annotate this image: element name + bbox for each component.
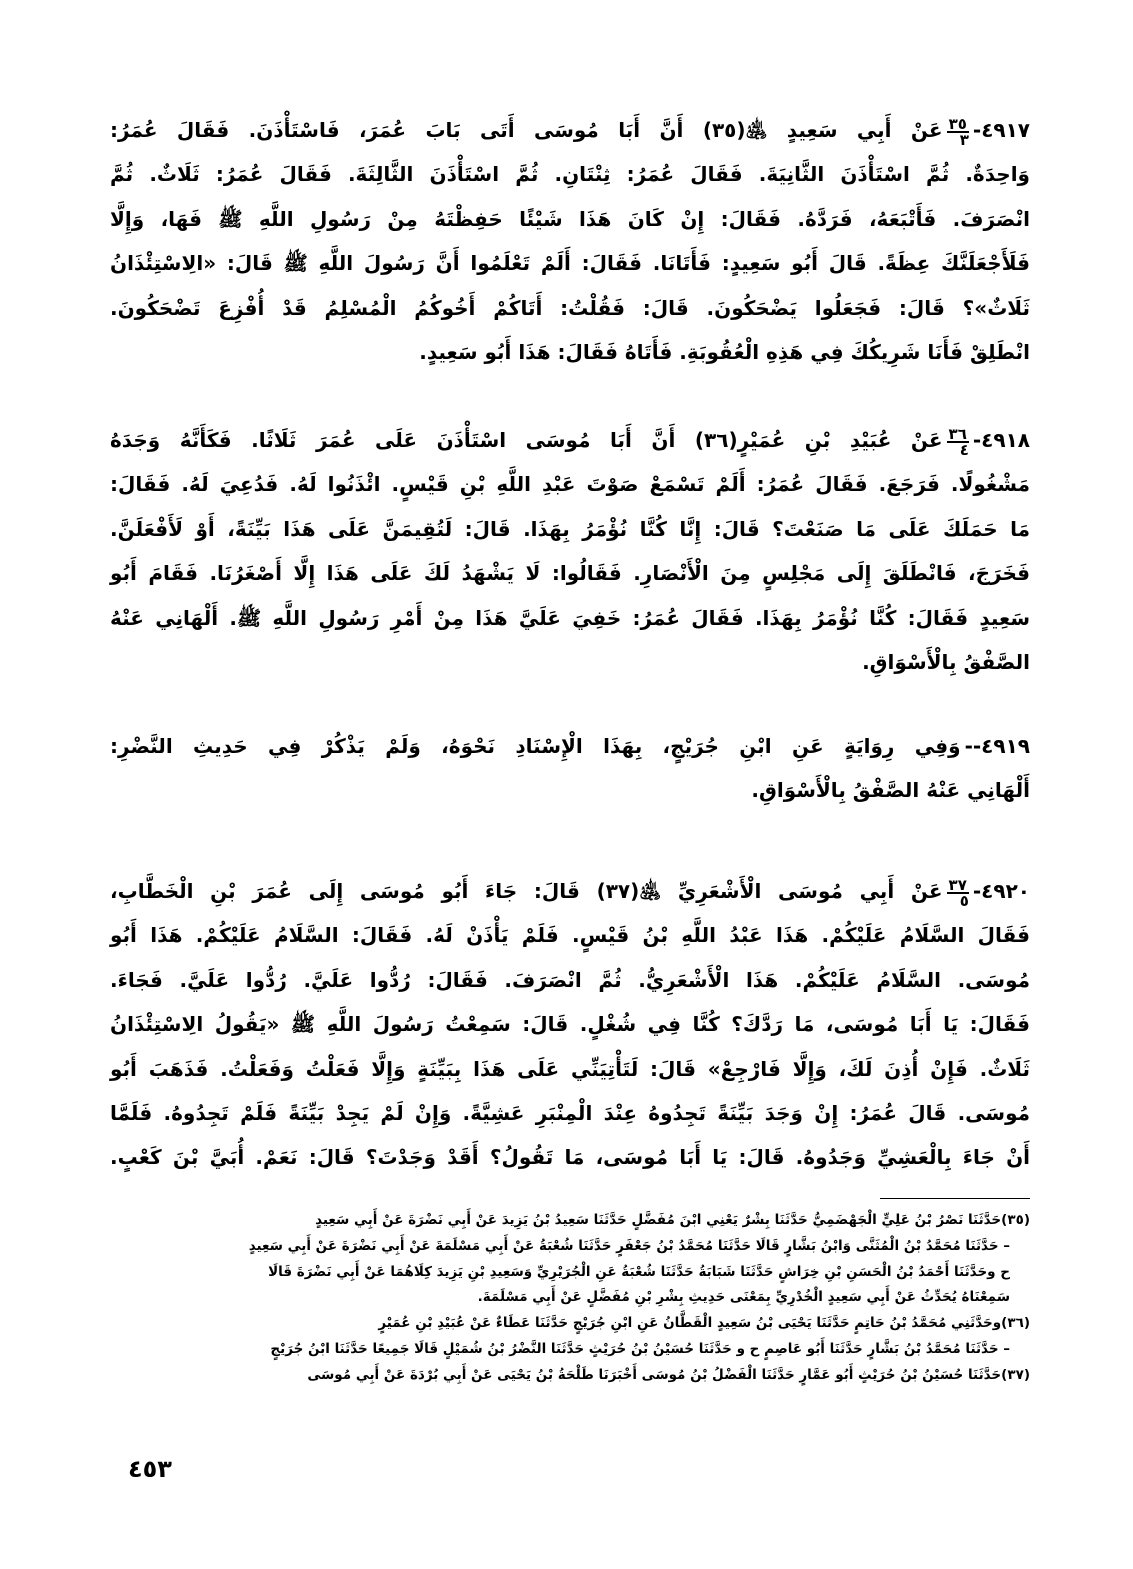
- hadith-text: سَعِيدٍ فَقَالَ: كُنَّا نُؤْمَرُ بِهَذَا. فَقَالَ عُمَرُ: خَفِيَ عَلَيَّ هَذَا مِنْ أَمْرِ رَسُولِ اللَّهِ ﷺ. أَلْهَانِي عَنْهُ: [110, 605, 1030, 630]
- page-number: ٤٥٣: [128, 1455, 172, 1483]
- hadith-first-line: [110, 876, 1030, 908]
- hadith-line: [110, 1009, 1030, 1039]
- footnote-line: (٣٧)حَدَّثَنَا حُسَيْنُ بْنُ حُرَيْثٍ أَبُو عَمَّارٍ حَدَّثَنَا الْفَضْلُ بْنُ مُوسَى أَخْبَرَنَا طَلْحَةُ بْنُ يَحْيَى عَنْ أَبِي بُرْدَةَ عَنْ أَبِي مُوسَى: [307, 1366, 1030, 1383]
- footnote-line: سَمِعْنَاهُ يُحَدِّثُ عَنْ أَبِي سَعِيدٍ الْخُدْرِيِّ بِمَعْنَى حَدِيثِ بِشْرِ بْنِ مُفَضَّلٍ عَنْ أَبِي مَسْلَمَةَ.: [477, 1289, 1010, 1306]
- hadith-first-line: [110, 425, 1030, 457]
- hadith-text: فَلَأَجْعَلَنَّكَ عِظَةً. قَالَ أَبُو سَعِيدٍ: فَأَتَانَا. فَقَالَ: أَلَمْ تَعْلَمُوا أَنَّ رَسُولَ اللَّهِ ﷺ قَالَ: «الِاسْتِئْذَانُ: [110, 251, 1030, 276]
- reference-top: ٣٧: [948, 875, 967, 894]
- hadith-line: [110, 775, 1030, 805]
- hadith-text: مَشْغُولًا. فَرَجَعَ. فَقَالَ عُمَرُ: أَلَمْ تَسْمَعْ صَوْتَ عَبْدِ اللَّهِ بْنِ قَيْسٍ. ائْذَنُوا لَهُ. فَدُعِيَ لَهُ. فَقَالَ:: [110, 472, 1030, 497]
- hadith-text: الصَّفْقُ بِالْأَسْوَاقِ.: [862, 650, 1030, 674]
- footnote-line: – حَدَّثَنَا مُحَمَّدُ بْنُ الْمُثَنَّى وَابْنُ بَشَّارٍ قَالَا حَدَّثَنَا مُحَمَّدُ بْنُ جَعْفَرٍ حَدَّثَنَا شُعْبَةُ عَنْ أَبِي مَسْلَمَةَ عَنْ أَبِي نَضْرَةَ عَنْ أَبِي سَعِيدٍ: [248, 1237, 1010, 1254]
- hadith-line: [110, 248, 1030, 278]
- hadith-number: ٤٩١٩--: [964, 734, 1030, 758]
- footnote-line: (٣٦)وحَدَّثَنِي مُحَمَّدُ بْنُ حَاتِمٍ حَدَّثَنَا يَحْيَى بْنُ سَعِيدٍ الْقَطَّانُ عَنِ ابْنِ جُرَيْجٍ حَدَّثَنَا عَطَاءٌ عَنْ عُبَيْدِ بْنِ عُمَيْرٍ: [378, 1315, 1030, 1332]
- hadith-number: ٤٩١٧-: [972, 118, 1031, 142]
- hadith-text: عَنْ أَبِي سَعِيدٍ ﵁(٣٥) أَنَّ أَبَا مُوسَى أَتَى بَابَ عُمَرَ، فَاسْتَأْذَنَ. فَقَالَ عُمَرُ:: [110, 118, 943, 142]
- hadith-line: [110, 920, 1030, 950]
- hadith-text: وَفِي رِوَايَةٍ عَنِ ابْنِ جُرَيْجٍ، بِهَذَا الْإِسْنَادِ نَحْوَهُ، وَلَمْ يَذْكُرْ فِي حَدِيثِ النَّضْرِ:: [110, 734, 961, 758]
- footnote-line: (٣٥)حَدَّثَنَا نَصْرُ بْنُ عَلِيٍّ الْجَهْضَمِيُّ حَدَّثَنَا بِشْرٌ يَعْنِي ابْنَ مُفَضَّلٍ حَدَّثَنَا سَعِيدُ بْنُ يَزِيدَ عَنْ أَبِي نَضْرَةَ عَنْ أَبِي سَعِيدٍ: [315, 1212, 1030, 1228]
- hadith-reference: [947, 114, 969, 149]
- footnote-line: – حَدَّثَنَا مُحَمَّدُ بْنُ بَشَّارٍ حَدَّثَنَا أَبُو عَاصِمٍ ح و حَدَّثَنَا حُسَيْنُ بْنُ حُرَيْثٍ حَدَّثَنَا النَّضْرُ بْنُ شُمَيْلٍ قَالَا جَمِيعًا حَدَّثَنَا ابْنُ جُرَيْجٍ: [270, 1341, 1010, 1357]
- hadith-number: ٤٩٢٠-: [972, 879, 1030, 903]
- hadith-text: فَقَالَ: يَا أَبَا مُوسَى، مَا رَدَّكَ؟ كُنَّا فِي شُغْلٍ. قَالَ: سَمِعْتُ رَسُولَ اللَّهِ ﷺ «يَقُولُ الِاسْتِئْذَانُ: [110, 1012, 1030, 1037]
- hadith-line: [110, 1054, 1030, 1084]
- hadith-line: [110, 1142, 1030, 1172]
- hadith-line: [110, 159, 1030, 189]
- hadith-line: [110, 204, 1030, 234]
- hadith-text: أَلْهَانِي عَنْهُ الصَّفْقُ بِالْأَسْوَاقِ.: [751, 778, 1030, 803]
- hadith-number: ٤٩١٨-: [972, 428, 1030, 452]
- reference-bottom: ٥: [959, 891, 969, 910]
- reference-bottom: ٤: [959, 440, 969, 459]
- hadith-reference: [947, 875, 969, 910]
- hadith-text: ثَلَاثٌ»؟ قَالَ: فَجَعَلُوا يَضْحَكُونَ. قَالَ: فَقُلْتُ: أَتَاكُمْ أَخُوكُمُ الْمُسْلِمُ قَدْ أُفْزِعَ تَضْحَكُونَ.: [110, 295, 1030, 320]
- hadith-text: فَخَرَجَ، فَانْطَلَقَ إِلَى مَجْلِسٍ مِنَ الْأَنْصَارِ. فَقَالُوا: لَا يَشْهَدُ لَكَ عَلَى هَذَا إِلَّا أَصْغَرُنَا. فَقَامَ أَبُو: [110, 561, 1030, 586]
- hadith-text: مَا حَمَلَكَ عَلَى مَا صَنَعْتَ؟ قَالَ: إِنَّا كُنَّا نُؤْمَرُ بِهَذَا. قَالَ: لَتُقِيمَنَّ عَلَى هَذَا بَيِّنَةً، أَوْ لَأَفْعَلَنَّ.: [110, 516, 1030, 541]
- hadith-first-line: [110, 115, 1030, 147]
- hadith-line: [110, 514, 1030, 544]
- reference-bottom: ٣: [959, 130, 969, 149]
- hadith-line: [110, 469, 1030, 499]
- hadith-text: مُوسَى. قَالَ عُمَرُ: إِنْ وَجَدَ بَيِّنَةً تَجِدُوهُ عِنْدَ الْمِنْبَرِ عَشِيَّةً. وَإِنْ لَمْ يَجِدْ بَيِّنَةً فَلَمْ تَجِدُوهُ. فَلَمَّا: [110, 1101, 1030, 1125]
- hadith-text: عَنْ أَبِي مُوسَى الْأَشْعَرِيِّ ﵁(٣٧) قَالَ: جَاءَ أَبُو مُوسَى إِلَى عُمَرَ بْنِ الْخَطَّابِ،: [110, 879, 943, 903]
- hadith-line: [110, 647, 1030, 677]
- hadith-line: [110, 603, 1030, 633]
- hadith-line: [110, 558, 1030, 588]
- footnote-line: ح وحَدَّثَنَا أَحْمَدُ بْنُ الْحَسَنِ بْنِ خِرَاشٍ حَدَّثَنَا شَبَابَةُ حَدَّثَنَا شُعْبَةُ عَنِ الْجُرَيْرِيِّ وَسَعِيدِ بْنِ يَزِيدَ كِلَاهُمَا عَنْ أَبِي نَضْرَةَ قَالَا: [268, 1263, 1010, 1280]
- hadith-line: [110, 1098, 1030, 1128]
- hadith-text: أَنْ جَاءَ بِالْعَشِيِّ وَجَدُوهُ. قَالَ: يَا أَبَا مُوسَى، مَا تَقُولُ؟ أَقَدْ وَجَدْتَ؟ قَالَ: نَعَمْ. أُبَيَّ بْنَ كَعْبٍ.: [110, 1145, 1030, 1170]
- hadith-text: فَقَالَ السَّلَامُ عَلَيْكُمْ. هَذَا عَبْدُ اللَّهِ بْنُ قَيْسٍ. فَلَمْ يَأْذَنْ لَهُ. فَقَالَ: السَّلَامُ عَلَيْكُمْ. هَذَا أَبُو: [110, 923, 1030, 948]
- hadith-text: انْطَلِقْ فَأَنَا شَرِيكُكَ فِي هَذِهِ الْعُقُوبَةِ. فَأَتَاهُ فَقَالَ: هَذَا أَبُو سَعِيدٍ.: [419, 340, 1030, 364]
- hadith-line: [110, 965, 1030, 995]
- hadith-text: عَنْ عُبَيْدِ بْنِ عُمَيْرٍ(٣٦) أَنَّ أَبَا مُوسَى اسْتَأْذَنَ عَلَى عُمَرَ ثَلَاثًا. فَكَأَنَّهُ وَجَدَهُ: [110, 428, 943, 452]
- hadith-reference: [947, 424, 969, 459]
- hadith-first-line: [110, 731, 1030, 761]
- hadith-text: انْصَرَفَ. فَأَتْبَعَهُ، فَرَدَّهُ. فَقَالَ: إِنْ كَانَ هَذَا شَيْئًا حَفِظْتَهُ مِنْ رَسُولِ اللَّهِ ﷺ فَهَا، وَإِلَّا: [110, 206, 1030, 231]
- hadith-text: مُوسَى. السَّلَامُ عَلَيْكُمْ. هَذَا الْأَشْعَرِيُّ. ثُمَّ انْصَرَفَ. فَقَالَ: رُدُّوا عَلَيَّ. رُدُّوا عَلَيَّ. فَجَاءَ.: [110, 967, 1030, 992]
- hadith-text: ثَلَاثٌ. فَإِنْ أُذِنَ لَكَ، وَإِلَّا فَارْجِعْ» قَالَ: لَتَأْتِيَنِّي عَلَى هَذَا بِبَيِّنَةٍ وَإِلَّا فَعَلْتُ وَفَعَلْتُ. فَذَهَبَ أَبُو: [110, 1056, 1030, 1081]
- reference-top: ٣٦: [948, 424, 967, 443]
- reference-top: ٣٥: [948, 114, 967, 133]
- hadith-text: وَاحِدَةٌ. ثُمَّ اسْتَأْذَنَ الثَّانِيَةَ. فَقَالَ عُمَرُ: ثِنْتَانِ. ثُمَّ اسْتَأْذَنَ الثَّالِثَةَ. فَقَالَ عُمَرُ: ثَلَاثٌ. ثُمَّ: [110, 162, 1030, 187]
- hadith-line: [110, 337, 1030, 367]
- hadith-line: [110, 293, 1030, 323]
- footnote-separator: [880, 1198, 1030, 1199]
